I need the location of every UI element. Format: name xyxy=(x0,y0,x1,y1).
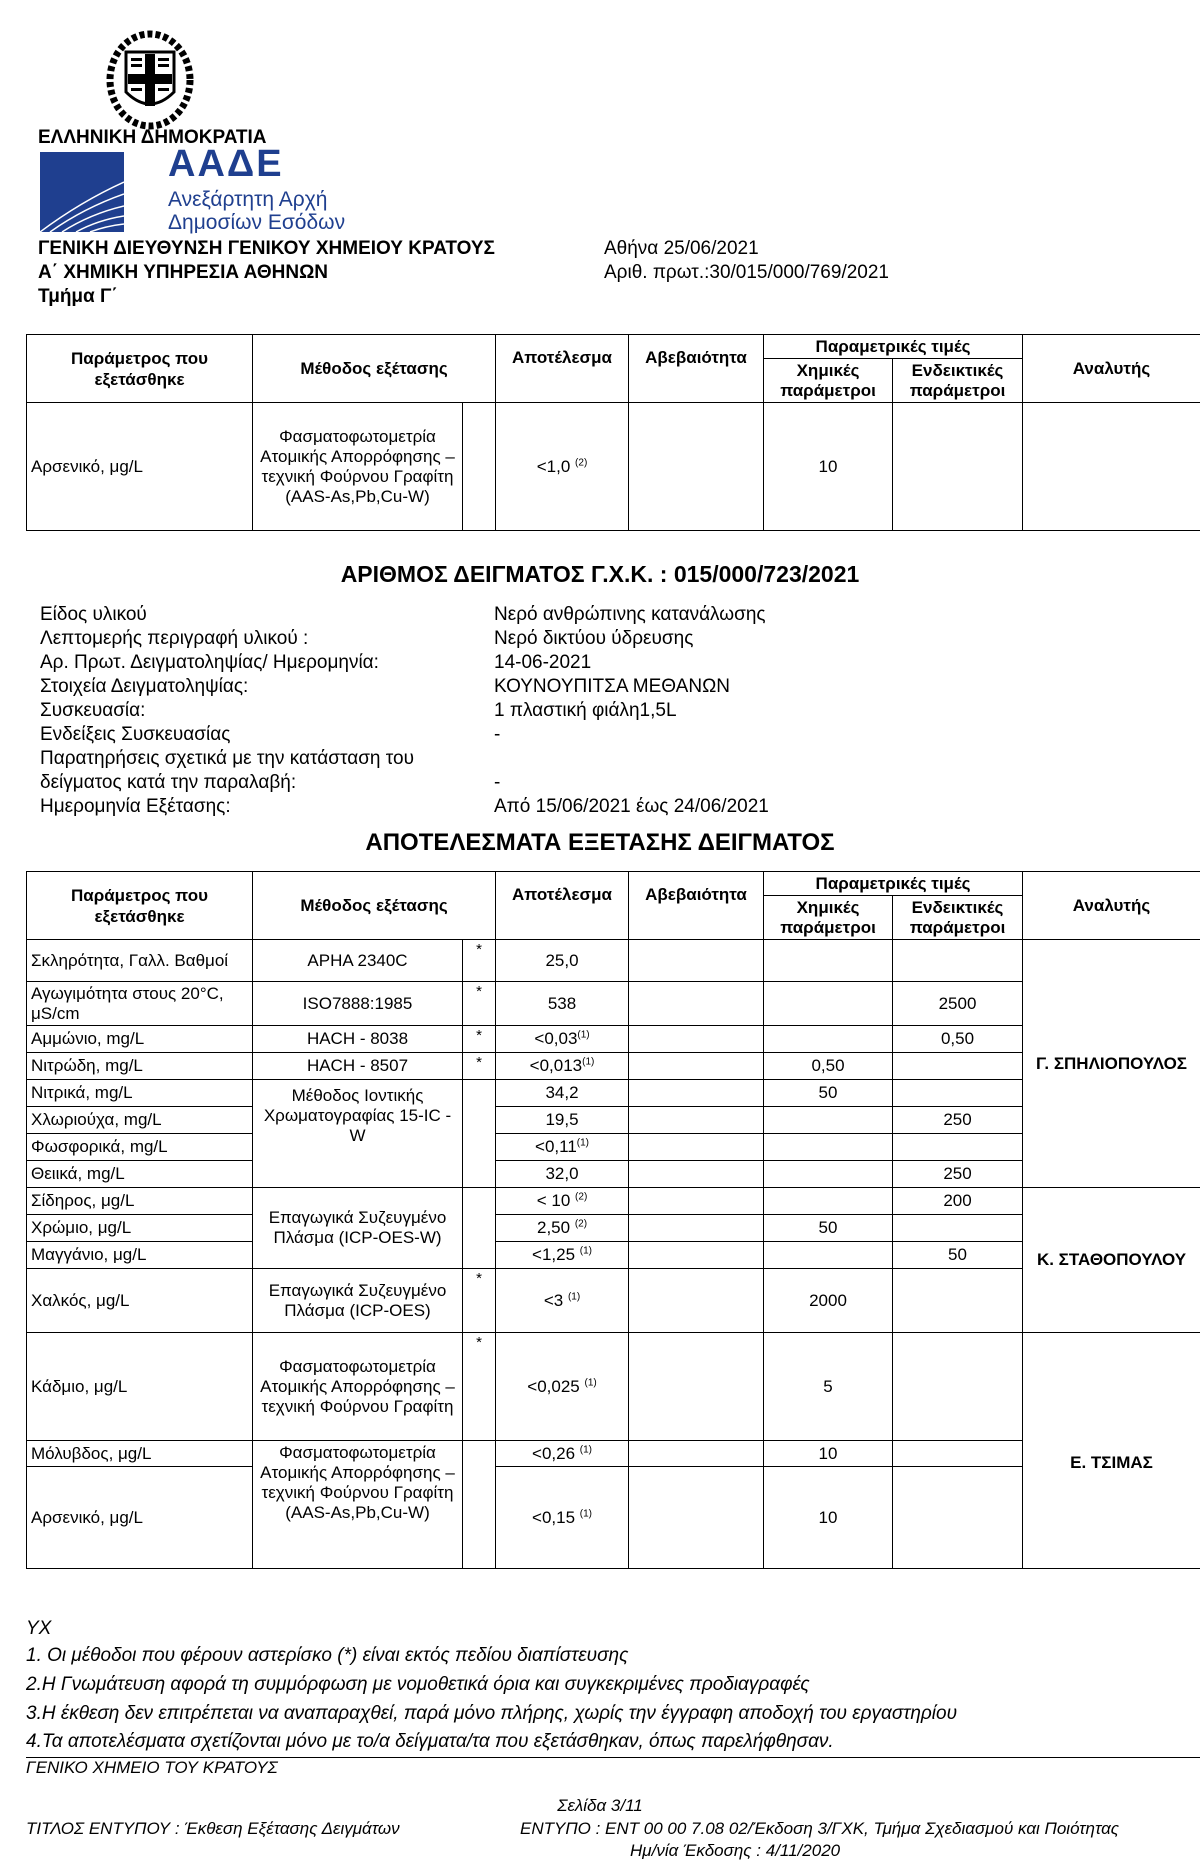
result-cell xyxy=(496,940,629,982)
param-cell: Σκληρότητα, Γαλλ. Βαθμοί xyxy=(27,940,253,982)
result-note: (1) xyxy=(577,1029,590,1041)
param-cell: Μόλυβδος, μg/L xyxy=(27,1441,253,1467)
header-uncertainty: Αβεβαιότητα xyxy=(629,335,764,403)
chemical-value xyxy=(764,982,893,1026)
chemical-value: 50 xyxy=(764,1080,893,1107)
uncertainty-cell xyxy=(629,1215,764,1242)
result-value: 2,50 xyxy=(536,1218,571,1237)
indicative-value xyxy=(893,1215,1023,1242)
chemical-value xyxy=(764,940,893,982)
star-cell xyxy=(463,1441,496,1569)
issue-date: Ημ/νία Έκδοσης : 4/11/2020 xyxy=(630,1841,841,1860)
sample-label-1: Λεπτομερής περιγραφή υλικού : xyxy=(40,628,309,649)
result-note: (1) xyxy=(584,1376,597,1388)
indicative-value xyxy=(893,1080,1023,1107)
header-parameter: Παράμετρος που εξετάσθηκε xyxy=(27,872,253,940)
result-cell xyxy=(496,1242,629,1269)
result-cell xyxy=(496,1161,629,1188)
uncertainty-cell xyxy=(629,1242,764,1269)
header-chemical: Χημικές παράμετροι xyxy=(764,359,893,403)
sample-label-0: Είδος υλικού xyxy=(40,604,147,625)
result-value: <0,11 xyxy=(535,1137,577,1156)
department-line-2: Α΄ ΧΗΜΙΚΗ ΥΠΗΡΕΣΙΑ ΑΘΗΝΩΝ xyxy=(38,262,329,283)
param-cell: Αρσενικό, μg/L xyxy=(27,1467,253,1569)
method-cell: Φασματοφωτομετρία Ατομικής Απορρόφησης – τεχνική Φούρνου Γραφίτη xyxy=(253,1333,463,1441)
analyst-cell: Κ. ΣΤΑΘΟΠΟΥΛΟΥ xyxy=(1023,1188,1200,1333)
sample-label-5: Ενδείξεις Συσκευασίας xyxy=(40,724,231,745)
method-cell: Επαγωγικά Συζευγμένο Πλάσμα (ICP-OES) xyxy=(253,1269,463,1333)
page-number: Σελίδα 3/11 xyxy=(557,1796,643,1815)
note-3: 3.Η έκθεση δεν επιτρέπεται να αναπαραχθεί, παρά μόνο πλήρης, χωρίς την έγγραφη αποδοχή του εργαστηρίου xyxy=(26,1703,958,1724)
param-cell: Αμμώνιο, mg/L xyxy=(27,1026,253,1053)
uncertainty-cell xyxy=(629,403,764,531)
chemical-value: 0,50 xyxy=(764,1053,893,1080)
sample-value-8: Από 15/06/2021 έως 24/06/2021 xyxy=(494,796,769,817)
form-code: ΕΝΤΥΠΟ : ΕΝΤ 00 00 7.08 02/Έκδοση 3/ΓΧΚ, Τμήμα Σχεδιασμού και Ποιότητας xyxy=(520,1819,1120,1838)
star-cell xyxy=(463,1188,496,1269)
indicative-value: 2500 xyxy=(893,982,1023,1026)
uncertainty-cell xyxy=(629,1467,764,1569)
star-cell xyxy=(463,1080,496,1188)
star-cell: * xyxy=(463,1026,496,1053)
sample-label-6: Παρατηρήσεις σχετικά με την κατάσταση του xyxy=(40,748,414,769)
result-cell xyxy=(496,1053,629,1080)
results-table-previous xyxy=(26,334,1200,531)
indicative-value xyxy=(893,940,1023,982)
result-value: <0,025 xyxy=(527,1376,580,1396)
aade-subtitle-2: Δημοσίων Εσόδων xyxy=(168,211,346,234)
param-cell: Μαγγάνιο, μg/L xyxy=(27,1242,253,1269)
uncertainty-cell xyxy=(629,940,764,982)
param-cell: Αρσενικό, μg/L xyxy=(27,403,253,531)
result-cell xyxy=(496,1080,629,1107)
department-line-1: ΓΕΝΙΚΗ ΔΙΕΥΘΥΝΣΗ ΓΕΝΙΚΟΥ ΧΗΜΕΙΟΥ ΚΡΑΤΟΥΣ xyxy=(38,238,495,259)
sample-value-0: Νερό ανθρώπινης κατανάλωσης xyxy=(494,604,766,625)
uncertainty-cell xyxy=(629,982,764,1026)
chemical-value xyxy=(764,1188,893,1215)
header-analyst: Αναλυτής xyxy=(1023,335,1200,403)
uncertainty-cell xyxy=(629,1134,764,1161)
star-cell: * xyxy=(463,940,496,982)
indicative-value xyxy=(893,1333,1023,1441)
indicative-value xyxy=(893,1269,1023,1333)
sample-value-2: 14-06-2021 xyxy=(494,652,592,673)
result-cell xyxy=(496,1188,629,1215)
footer-org: ΓΕΝΙΚΟ ΧΗΜΕΙΟ ΤΟΥ ΚΡΑΤΟΥΣ xyxy=(26,1758,278,1777)
method-cell: APHA 2340C xyxy=(253,940,463,982)
star-cell: * xyxy=(463,1269,496,1333)
aade-logo-text: ΑΑΔΕ xyxy=(168,143,284,185)
method-cell: Μέθοδος Ιοντικής Χρωματογραφίας 15-IC -W xyxy=(253,1080,463,1188)
result-value: <0,26 xyxy=(532,1443,576,1463)
uncertainty-cell xyxy=(629,1107,764,1134)
result-cell xyxy=(496,1134,629,1161)
result-note: (1) xyxy=(576,1137,590,1149)
sample-number-title: ΑΡΙΘΜΟΣ ΔΕΙΓΜΑΤΟΣ Γ.Χ.Κ. : 015/000/723/2021 xyxy=(340,561,860,587)
param-cell: Κάδμιο, μg/L xyxy=(27,1333,253,1441)
result-note: (2) xyxy=(575,1191,588,1203)
protocol-number: Αριθ. πρωτ.:30/015/000/769/2021 xyxy=(604,262,889,283)
chemical-value xyxy=(764,1107,893,1134)
chemical-value: 2000 xyxy=(764,1269,893,1333)
uncertainty-cell xyxy=(629,1080,764,1107)
sample-label-7: δείγματος κατά την παραλαβή: xyxy=(40,772,297,793)
chemical-value: 10 xyxy=(764,403,893,531)
param-cell: Χρώμιο, μg/L xyxy=(27,1215,253,1242)
chemical-value: 10 xyxy=(764,1467,893,1569)
star-cell: * xyxy=(463,1333,496,1441)
chemical-value: 50 xyxy=(764,1215,893,1242)
star-cell xyxy=(463,403,496,531)
results-title: ΑΠΟΤΕΛΕΣΜΑΤΑ ΕΞΕΤΑΣΗΣ ΔΕΙΓΜΑΤΟΣ xyxy=(365,829,835,856)
param-cell: Αγωγιμότητα στους 20°C, μS/cm xyxy=(27,982,253,1026)
result-cell xyxy=(496,1269,629,1333)
chemical-value xyxy=(764,1026,893,1053)
sample-label-2: Αρ. Πρωτ. Δειγματοληψίας/ Ημερομηνία: xyxy=(40,652,379,673)
param-cell: Θειικά, mg/L xyxy=(27,1161,253,1188)
result-note: (1) xyxy=(579,1443,592,1455)
result-value: 538 xyxy=(547,993,577,1013)
method-cell: Φασματοφωτομετρία Ατομικής Απορρόφησης – τεχνική Φούρνου Γραφίτη (AAS-As,Pb,Cu-W) xyxy=(253,403,463,531)
chemical-value: 5 xyxy=(764,1333,893,1441)
header-chemical: Χημικές παράμετροι xyxy=(764,896,893,940)
sample-value-3: ΚΟΥΝΟΥΠΙΤΣΑ ΜΕΘΑΝΩΝ xyxy=(494,676,730,697)
result-cell xyxy=(496,1441,629,1467)
param-cell: Νιτρώδη, mg/L xyxy=(27,1053,253,1080)
department-line-3: Τμήμα Γ΄ xyxy=(38,286,118,307)
result-note: (1) xyxy=(567,1290,581,1302)
table-row xyxy=(27,940,1200,982)
analyst-cell xyxy=(1023,403,1200,531)
sample-value-7: - xyxy=(494,772,501,793)
param-cell: Σίδηρος, μg/L xyxy=(27,1188,253,1215)
header-result: Αποτέλεσμα xyxy=(496,872,629,940)
notes-title: ΥΧ xyxy=(26,1618,52,1639)
note-4: 4.Τα αποτελέσματα σχετίζονται μόνο με το/α δείγματα/τα που εξετάσθηκαν, όπως παρελήφθησαν. xyxy=(26,1731,834,1752)
method-cell: Φασματοφωτομετρία Ατομικής Απορρόφησης – τεχνική Φούρνου Γραφίτη (AAS-As,Pb,Cu-W) xyxy=(253,1441,463,1569)
header-parametric-values: Παραμετρικές τιμές xyxy=(764,872,1023,896)
result-cell xyxy=(496,1107,629,1134)
analyst-cell: Ε. ΤΣΙΜΑΣ xyxy=(1023,1333,1200,1569)
result-value: 19,5 xyxy=(545,1110,579,1129)
indicative-value xyxy=(893,403,1023,531)
header-indicative: Ενδεικτικές παράμετροι xyxy=(893,359,1023,403)
result-cell xyxy=(496,403,629,531)
header-analyst: Αναλυτής xyxy=(1023,872,1200,940)
result-note: (1) xyxy=(579,1245,592,1257)
param-cell: Φωσφορικά, mg/L xyxy=(27,1134,253,1161)
result-cell xyxy=(496,1467,629,1569)
indicative-value xyxy=(893,1134,1023,1161)
chemical-value xyxy=(764,1161,893,1188)
result-value: 34,2 xyxy=(545,1083,579,1102)
result-value: <0,15 xyxy=(532,1507,576,1527)
result-note: (1) xyxy=(582,1056,595,1068)
indicative-value: 250 xyxy=(893,1161,1023,1188)
indicative-value: 200 xyxy=(893,1188,1023,1215)
result-note: (2) xyxy=(574,1218,588,1230)
chemical-value: 10 xyxy=(764,1441,893,1467)
method-cell: ISO7888:1985 xyxy=(253,982,463,1026)
indicative-value: 50 xyxy=(893,1242,1023,1269)
uncertainty-cell xyxy=(629,1441,764,1467)
header-method: Μέθοδος εξέτασης xyxy=(253,335,496,403)
aade-subtitle-1: Ανεξάρτητη Αρχή xyxy=(168,188,328,211)
star-cell: * xyxy=(463,1053,496,1080)
result-note: (2) xyxy=(575,456,588,468)
republic-label: ΕΛΛΗΝΙΚΗ ΔΗΜΟΚΡΑΤΙΑ xyxy=(38,127,267,148)
sample-label-3: Στοιχεία Δειγματοληψίας: xyxy=(40,676,249,697)
star-cell: * xyxy=(463,982,496,1026)
analyst-cell: Γ. ΣΠΗΛΙΟΠΟΥΛΟΣ xyxy=(1023,940,1200,1188)
result-value: <0,013 xyxy=(529,1056,583,1075)
result-value: <0,03 xyxy=(534,1029,578,1048)
result-cell xyxy=(496,1026,629,1053)
chemical-value xyxy=(764,1134,893,1161)
result-cell xyxy=(496,982,629,1026)
sample-label-4: Συσκευασία: xyxy=(40,700,146,721)
uncertainty-cell xyxy=(629,1333,764,1441)
method-cell: HACH - 8507 xyxy=(253,1053,463,1080)
table-row xyxy=(27,1333,1200,1441)
header-parametric-values: Παραμετρικές τιμές xyxy=(764,335,1023,359)
uncertainty-cell xyxy=(629,1269,764,1333)
header-uncertainty: Αβεβαιότητα xyxy=(629,872,764,940)
greek-coat-of-arms-emblem xyxy=(104,30,196,130)
note-2: 2.Η Γνωμάτευση αφορά τη συμμόρφωση με νομοθετικά όρια και συγκεκριμένες προδιαγραφές xyxy=(26,1674,810,1695)
param-cell: Νιτρικά, mg/L xyxy=(27,1080,253,1107)
header-method: Μέθοδος εξέτασης xyxy=(253,872,496,940)
indicative-value: 250 xyxy=(893,1107,1023,1134)
result-cell xyxy=(496,1215,629,1242)
method-cell: Επαγωγικά Συζευγμένο Πλάσμα (ICP-OES-W) xyxy=(253,1188,463,1269)
param-cell: Χλωριούχα, mg/L xyxy=(27,1107,253,1134)
result-value: < 10 xyxy=(536,1191,571,1210)
indicative-value: 0,50 xyxy=(893,1026,1023,1053)
indicative-value xyxy=(893,1053,1023,1080)
indicative-value xyxy=(893,1467,1023,1569)
results-table xyxy=(26,871,1200,1569)
result-note: (1) xyxy=(579,1507,592,1519)
result-value: <1,25 xyxy=(532,1245,576,1264)
result-value: <3 xyxy=(543,1290,564,1310)
header-parameter: Παράμετρος που εξετάσθηκε xyxy=(27,335,253,403)
uncertainty-cell xyxy=(629,1188,764,1215)
table-row xyxy=(27,1188,1200,1215)
result-value: <1,0 xyxy=(536,456,571,476)
aade-logo-mark xyxy=(40,152,124,232)
indicative-value xyxy=(893,1441,1023,1467)
chemical-value xyxy=(764,1242,893,1269)
uncertainty-cell xyxy=(629,1053,764,1080)
result-value: 25,0 xyxy=(545,950,579,970)
note-1: 1. Οι μέθοδοι που φέρουν αστερίσκο (*) είναι εκτός πεδίου διαπίστευσης xyxy=(26,1645,629,1666)
uncertainty-cell xyxy=(629,1161,764,1188)
result-cell xyxy=(496,1333,629,1441)
form-title: ΤΙΤΛΟΣ ΕΝΤΥΠΟΥ : Έκθεση Εξέτασης Δειγμάτων xyxy=(26,1819,400,1838)
uncertainty-cell xyxy=(629,1026,764,1053)
method-cell: HACH - 8038 xyxy=(253,1026,463,1053)
header-result: Αποτέλεσμα xyxy=(496,335,629,403)
city-date: Αθήνα 25/06/2021 xyxy=(604,238,759,259)
param-cell: Χαλκός, μg/L xyxy=(27,1269,253,1333)
header-indicative: Ενδεικτικές παράμετροι xyxy=(893,896,1023,940)
sample-label-8: Ημερομηνία Εξέτασης: xyxy=(40,796,231,817)
result-value: 32,0 xyxy=(545,1164,579,1183)
sample-value-1: Νερό δικτύου ύδρευσης xyxy=(494,628,694,649)
sample-value-5: - xyxy=(494,724,501,745)
sample-value-4: 1 πλαστική φιάλη1,5L xyxy=(494,700,677,721)
